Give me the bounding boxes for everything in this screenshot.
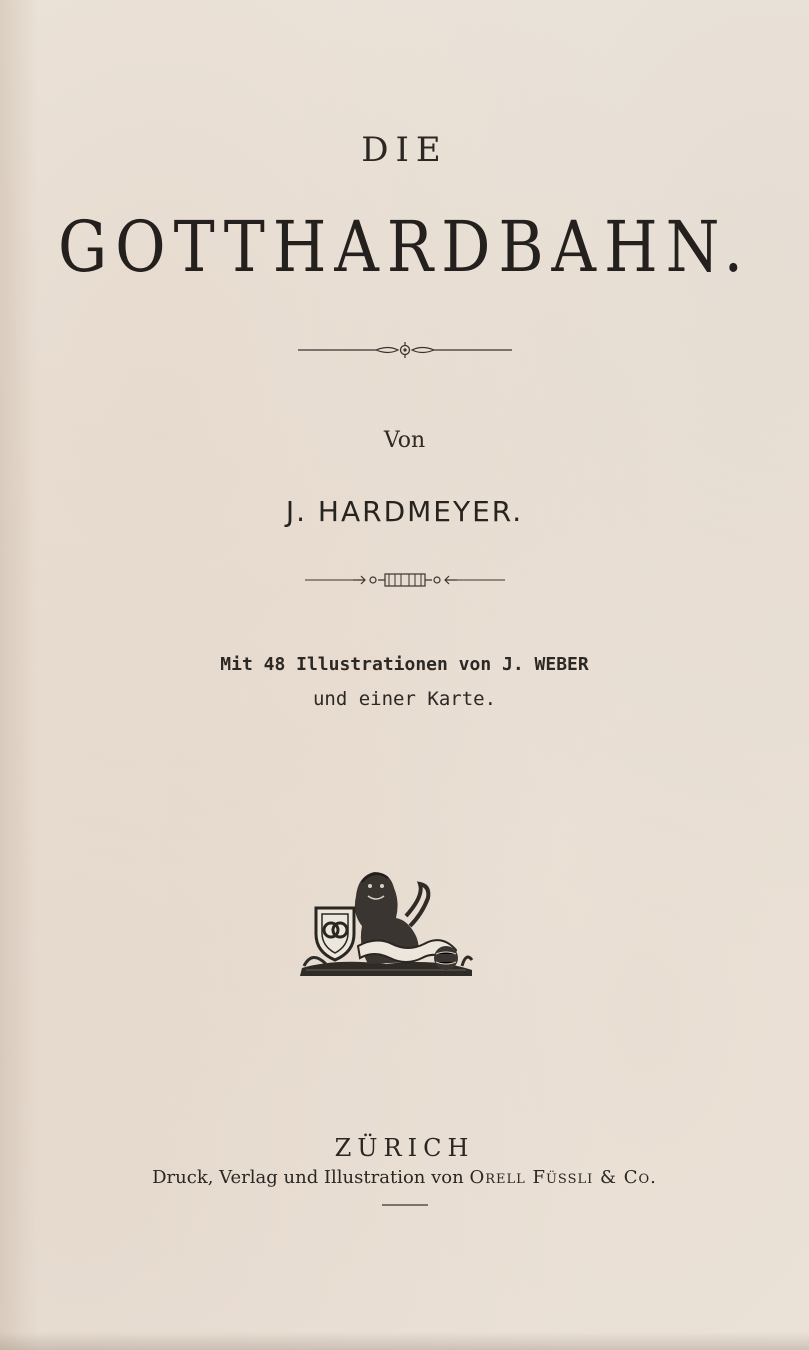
printer-lion-shield-emblem-icon [296, 866, 476, 980]
map-note: und einer Karte. [312, 688, 497, 710]
book-title: GOTTHARDBAHN. [58, 206, 751, 288]
imprint-text: Druck, Verlag und Illustration von [152, 1167, 464, 1188]
ornament-divider-icon [0, 570, 809, 590]
author-prefix: Von [383, 428, 426, 453]
imprint-line [0, 1167, 809, 1188]
title-article: DIE [361, 130, 448, 170]
publisher-name: Orell Füssli & Co. [469, 1167, 657, 1188]
imprint-city: ZÜRICH [334, 1134, 475, 1162]
closing-rule-icon [0, 1200, 809, 1210]
illustrations-credit: Mit 48 Illustrationen von J. WEBER [220, 654, 589, 675]
author-name: J. HARDMEYER. [285, 495, 524, 528]
ornament-divider-icon [0, 340, 809, 360]
